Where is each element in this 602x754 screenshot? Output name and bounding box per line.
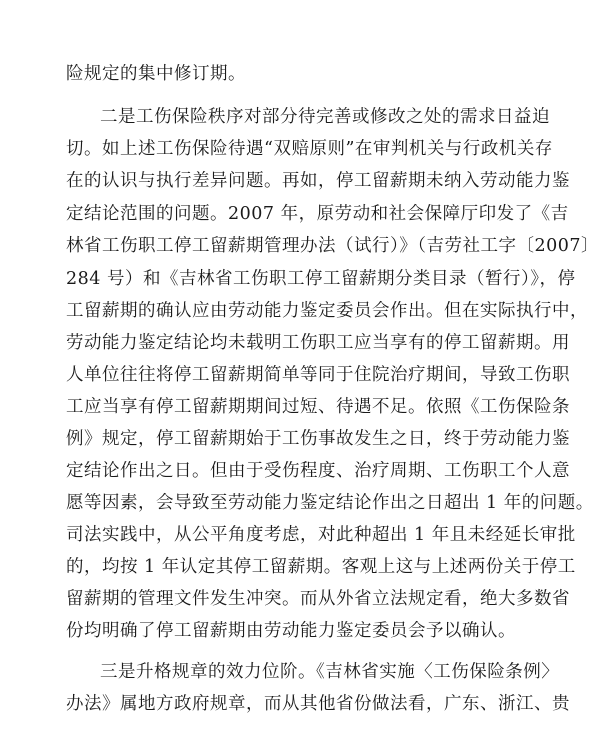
- text-line-19: 三是升格规章的效力位阶。《吉林省实施〈工伤保险条例〉: [100, 662, 560, 682]
- text-line-17: 留薪期的管理文件发生冲突。而从外省立法规定看，绝大多数省: [66, 589, 570, 609]
- text-line-10: 人单位往往将停工留薪期简单等同于住院治疗期间，导致工伤职: [66, 365, 570, 385]
- text-line-3: 切。如上述工伤保险待遇“双赔原则”在审判机关与行政机关存: [66, 139, 553, 159]
- text-line-15: 司法实践中，从公平角度考虑，对此种超出 1 年且未经延长审批: [66, 525, 576, 545]
- text-line-6: 林省工伤职工停工留薪期管理办法（试行）》（吉劳社工字〔2007〕: [66, 236, 600, 256]
- text-line-20: 办法》属地方政府规章，而从其他省份做法看，广东、浙江、贵: [66, 694, 570, 714]
- text-line-18: 份均明确了停工留薪期由劳动能力鉴定委员会予以确认。: [66, 621, 516, 641]
- text-line-9: 劳动能力鉴定结论均未载明工伤职工应当享有的停工留薪期。用: [66, 333, 570, 353]
- text-line-1: 险规定的集中修订期。: [66, 64, 246, 84]
- text-line-12: 例》规定，停工留薪期始于工伤事故发生之日，终于劳动能力鉴: [66, 429, 570, 449]
- text-line-11: 工应当享有停工留薪期期间过短、待遇不足。依照《工伤保险条: [66, 397, 570, 417]
- text-line-14: 愿等因素，会导致至劳动能力鉴定结论作出之日超出 1 年的问题。: [66, 493, 594, 513]
- text-line-4: 在的认识与执行差异问题。再如，停工留薪期未纳入劳动能力鉴: [66, 171, 570, 191]
- text-line-13: 定结论作出之日。但由于受伤程度、治疗周期、工伤职工个人意: [66, 461, 570, 481]
- text-line-7: 284 号）和《吉林省工伤职工停工留薪期分类目录（暂行）》，停: [66, 269, 576, 289]
- text-line-8: 工留薪期的确认应由劳动能力鉴定委员会作出。但在实际执行中，: [66, 301, 588, 321]
- text-line-5: 定结论范围的问题。2007 年，原劳动和社会保障厅印发了《吉: [66, 204, 569, 224]
- text-line-16: 的，均按 1 年认定其停工留薪期。客观上这与上述两份关于停工: [66, 557, 576, 577]
- text-line-2: 二是工伤保险秩序对部分待完善或修改之处的需求日益迫: [100, 107, 550, 127]
